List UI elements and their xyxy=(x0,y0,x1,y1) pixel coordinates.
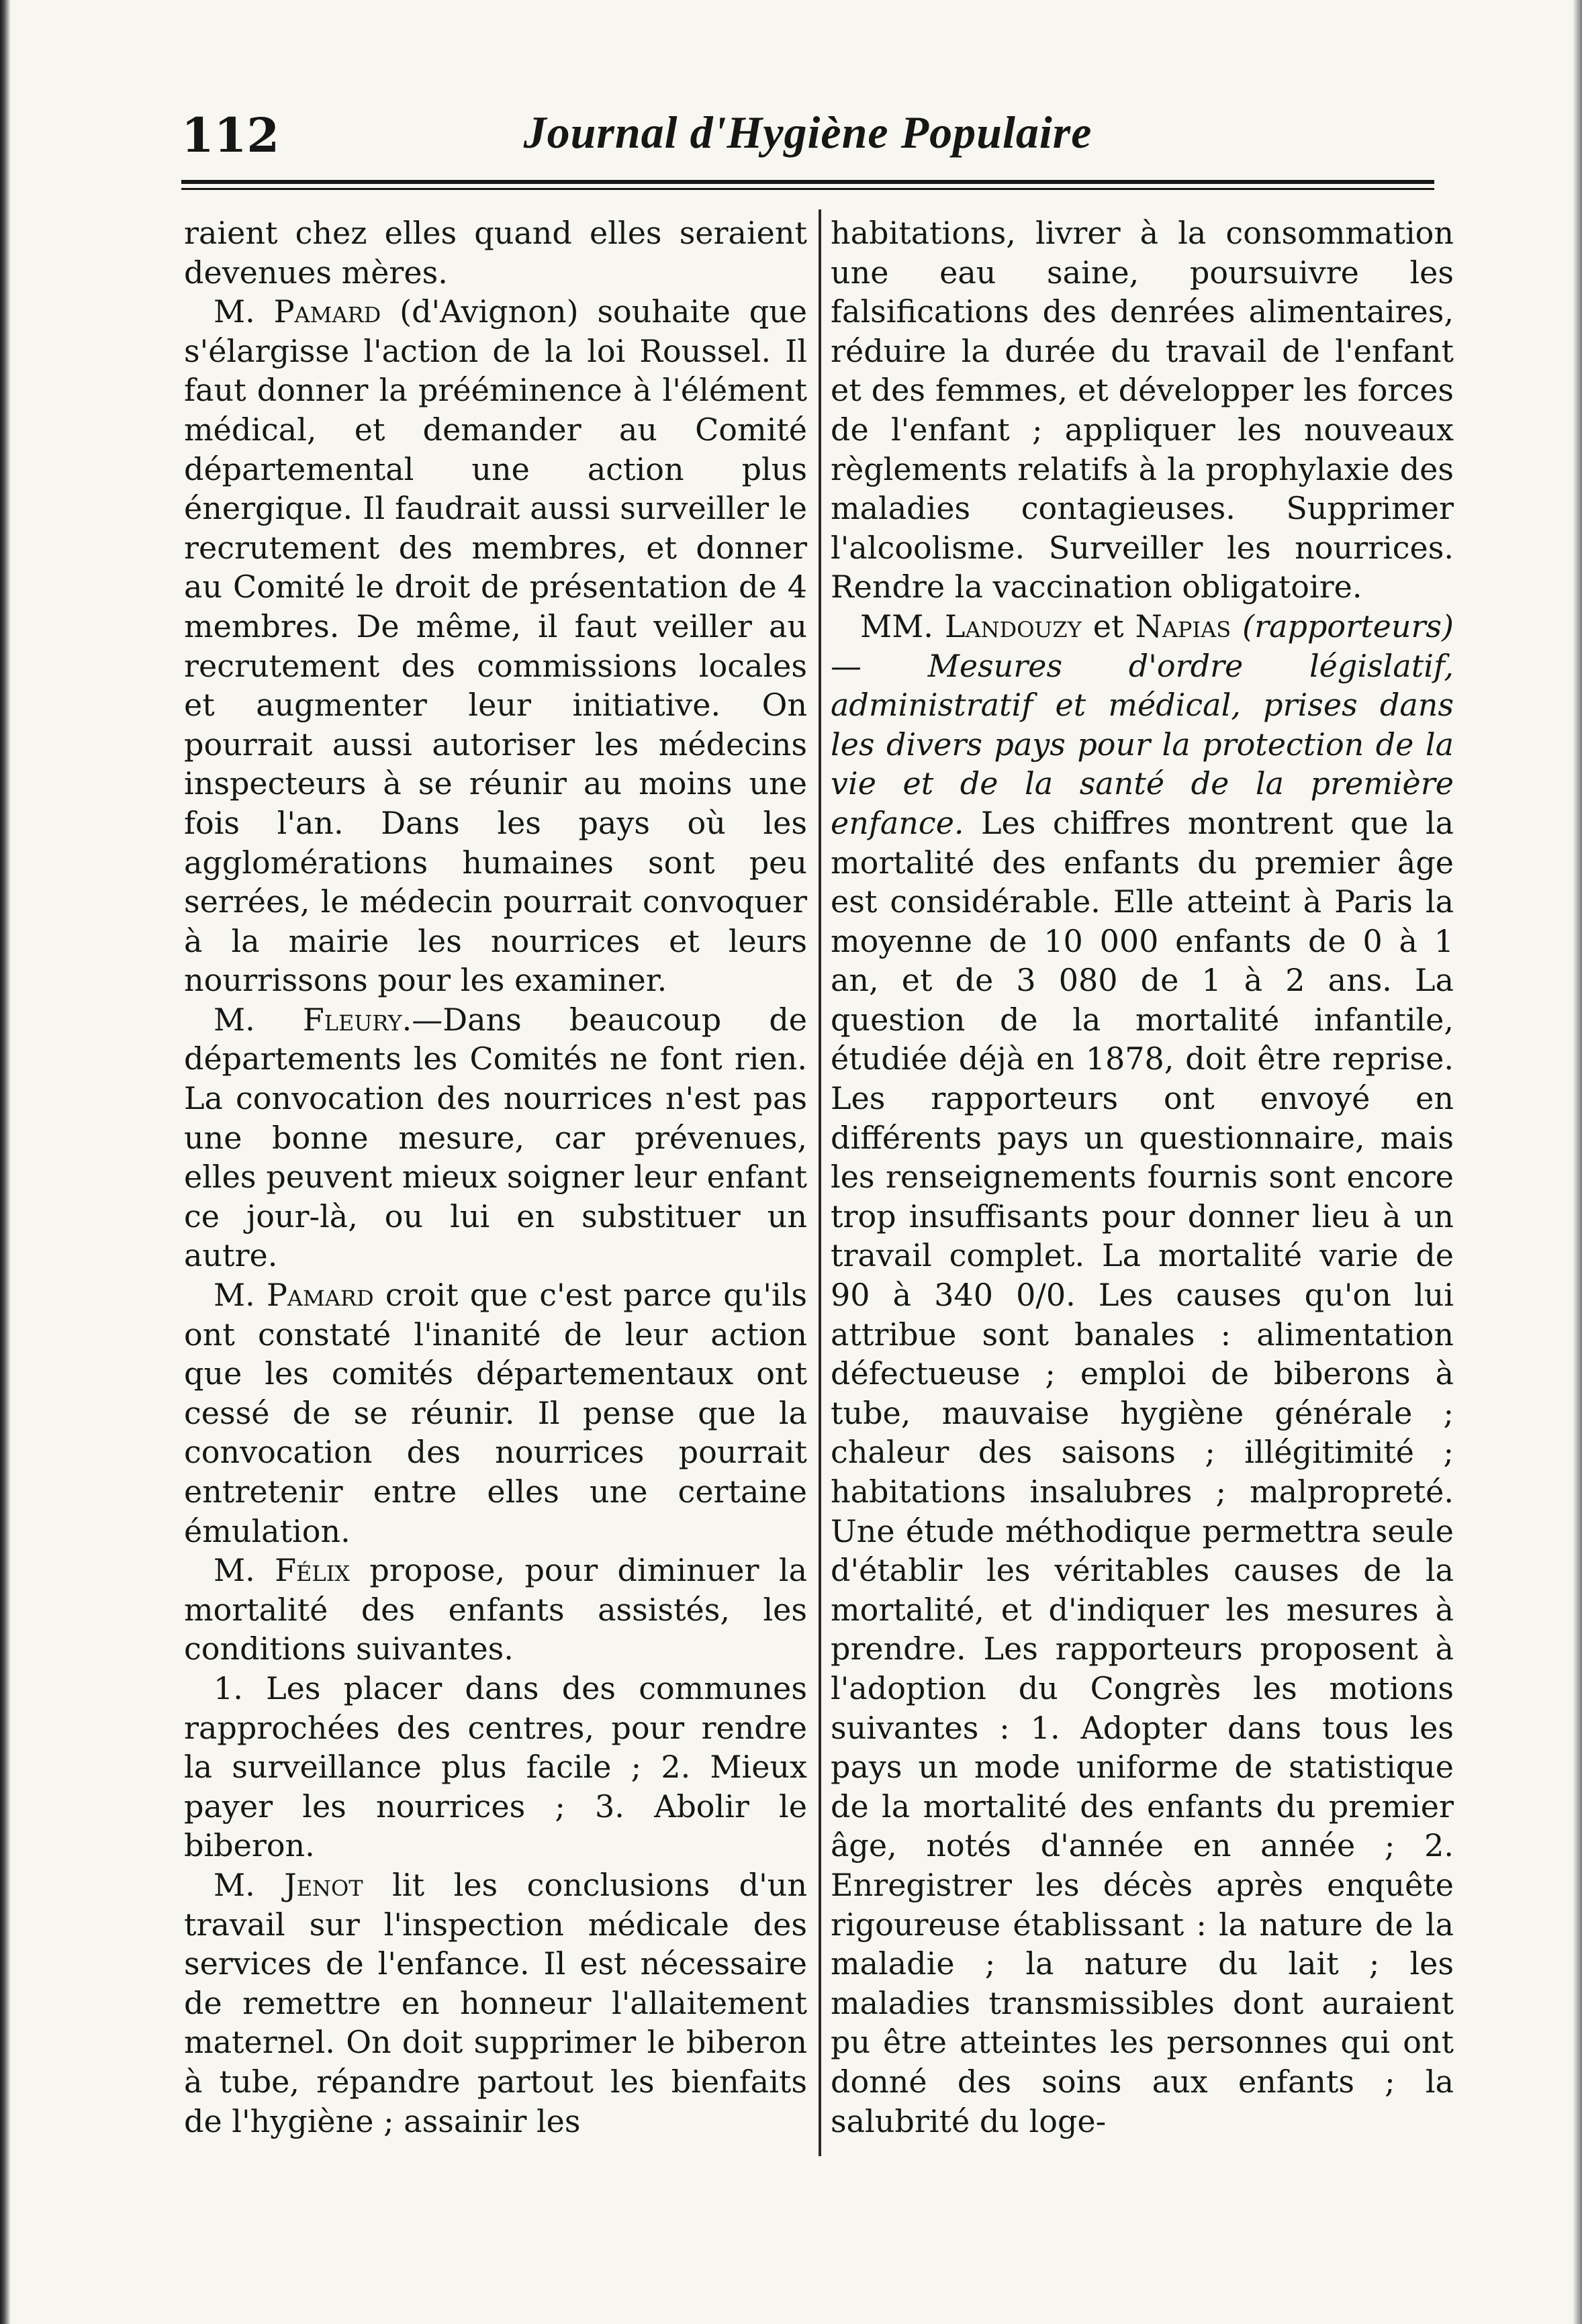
page-number: 112 xyxy=(181,107,280,163)
paragraph xyxy=(831,607,1454,2141)
speaker-name: Napias xyxy=(1135,608,1231,644)
speaker-name: MM. Landouzy xyxy=(860,608,1082,644)
left-column xyxy=(184,213,807,2141)
paragraph xyxy=(184,292,807,1000)
paragraph xyxy=(184,1275,807,1551)
paragraph-text: 1. Les placer dans des communes rapprochées des centres, pour rendre la surveillance plus facile ; 2. Mieux payer les nourrices ; 3. Abolir le biberon. xyxy=(184,1669,807,1864)
paragraph-text: raient chez elles quand elles seraient devenues mères. xyxy=(184,215,807,291)
paragraph xyxy=(184,1000,807,1275)
paragraph-text: —Dans beaucoup de départements les Comités ne font rien. La convocation des nourrices n'est pas une bonne mesure, car prévenues, elles peuvent mieux soigner leur enfant ce jour-là, ou lui en substituer un autre. xyxy=(184,1001,807,1274)
page-header xyxy=(181,101,1434,161)
speaker-name: M. Pamard xyxy=(214,1277,374,1314)
speaker-name: M. Pamard xyxy=(214,293,381,330)
page-edge-shadow-right xyxy=(1573,0,1582,2324)
paragraph-text: habitations, livrer à la consommation une eau saine, poursuivre les falsifications des denrées alimentaires, réduire la durée du travail de l'enfant et des femmes, et développer les forces de l'enfant ; appliquer les nouveaux règlements relatifs à la prophylaxie des maladies contagieuses. Supprimer l'alcoolisme. Surveiller les nourrices. Rendre la vaccination obligatoire. xyxy=(831,215,1454,606)
paragraph xyxy=(184,1866,807,2141)
speaker-name: M. Jenot xyxy=(214,1866,363,1903)
paragraph xyxy=(184,1551,807,1669)
speaker-name: M. Fleury. xyxy=(214,1001,412,1038)
paragraph-text: croit que c'est parce qu'ils ont constaté l'inanité de leur action que les comités départementaux ont cessé de se réunir. Il pense que la convocation des nourrices pourrait entretenir entre elles une certaine émulation. xyxy=(184,1277,808,1549)
paragraph-text: et xyxy=(1081,608,1135,644)
page-edge-shadow-left xyxy=(0,0,11,2324)
paragraph xyxy=(831,213,1454,607)
header-rule-thin xyxy=(181,188,1434,190)
paragraph xyxy=(184,213,807,292)
paragraph-text: lit les conclusions d'un travail sur l'inspection médicale des services de l'enfance. Il est nécessaire de remettre en honneur l'allaitement maternel. On doit supprimer le biberon à tube, répandre partout les bienfaits de l'hygiène ; assainir les xyxy=(184,1866,807,2139)
speaker-name: M. Félix xyxy=(214,1552,351,1589)
paragraph-text: propose, pour diminuer la mortalité des enfants assistés, les conditions suivantes. xyxy=(184,1552,807,1667)
right-column xyxy=(831,213,1454,2141)
paragraph-text: (d'Avignon) souhaite que s'élargisse l'action de la loi Roussel. Il faut donner la prééminence à l'élément médical, et demander au Comité départemental une action plus énergique. Il faudrait aussi surveiller le recrutement des membres, et donner au Comité le droit de présentation de 4 membres. De même, il faut veiller au recrutement des commissions locales et augmenter leur initiative. On pourrait aussi autoriser les médecins inspecteurs à se réunir au moins une fois l'an. Dans les pays où les agglomérations humaines sont peu serrées, le médecin pourrait convoquer à la mairie les nourrices et leurs nourrissons pour les examiner. xyxy=(184,293,807,999)
column-divider xyxy=(819,209,821,2156)
report-title: (rapporteurs) — Mesures d'ordre législatif, administratif et médical, prises dans les divers pays pour la protection de la vie et de la santé de la première enfance. xyxy=(831,608,1454,841)
header-rule-thick xyxy=(181,180,1434,184)
running-title: Journal d'Hygiène Populaire xyxy=(523,107,1092,158)
paragraph xyxy=(184,1669,807,1866)
paragraph-text: Les chiffres montrent que la mortalité des enfants du premier âge est considérable. Elle atteint à Paris la moyenne de 10 000 enfants de 0 à 1 an, et de 3 080 de 1 à 2 ans. La question de la mortalité infantile, étudiée déjà en 1878, doit être reprise. Les rapporteurs ont envoyé en différents pays un questionnaire, mais les renseignements fournis sont encore trop insuffisants pour donner lieu à un travail complet. La mortalité varie de 90 à 340 0/0. Les causes qu'on lui attribue sont banales : alimentation défectueuse ; emploi de biberons à tube, mauvaise hygiène générale ; chaleur des saisons ; illégitimité ; habitations insalubres ; malpropreté. Une étude méthodique permettra seule d'établir les véritables causes de la mortalité, et d'indiquer les mesures à prendre. Les rapporteurs proposent à l'adoption du Congrès les motions suivantes : 1. Adopter dans tous les pays un mode uniforme de statistique de la mortalité des enfants du premier âge, notés d'année en année ; 2. Enregistrer les décès après enquête rigoureuse établissant : la nature de la maladie ; la nature du lait ; les maladies transmissibles dont auraient pu être atteintes les personnes qui ont donné des soins aux enfants ; la salubrité du loge- xyxy=(831,804,1454,2139)
